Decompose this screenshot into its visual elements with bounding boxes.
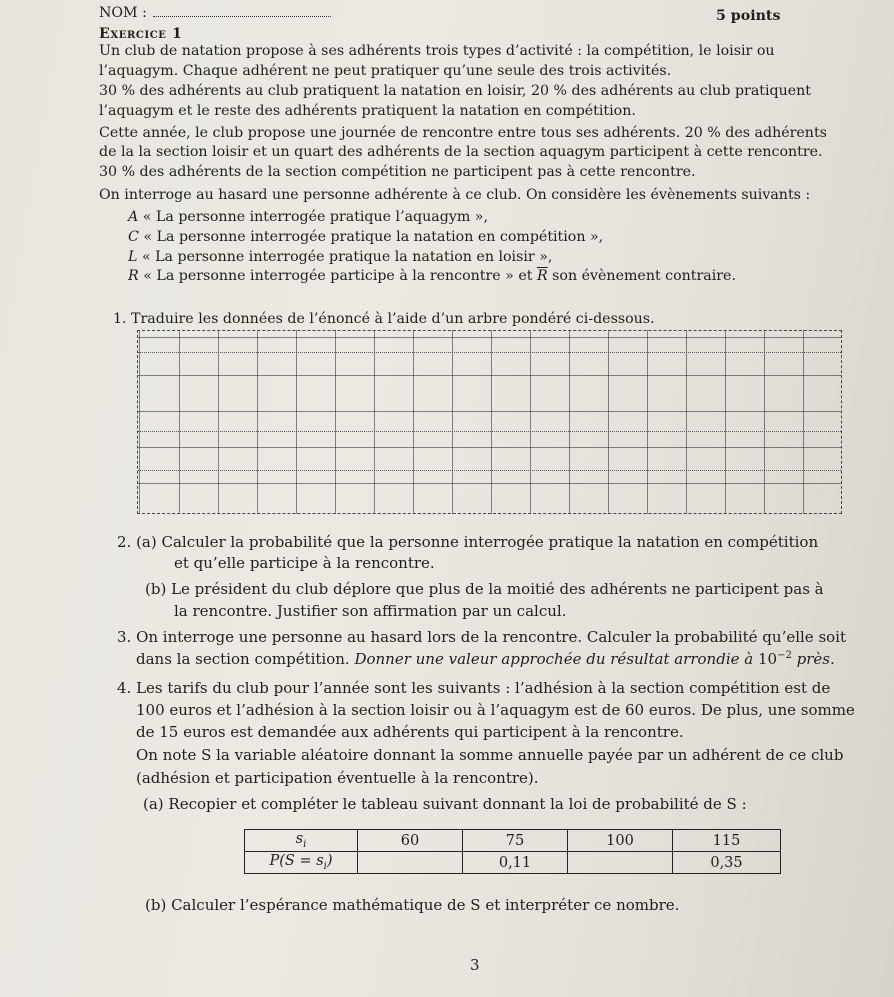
probability-cell[interactable]: 0,35 <box>673 852 781 874</box>
q3-italic-text: Donner une valeur approchée du résultat arrondie à <box>354 650 754 668</box>
page-number: 3 <box>470 956 480 974</box>
event-complement: $\overline{R}$ <box>536 268 548 284</box>
intro-line: Un club de natation propose à ses adhérents trois types d’activité : la compétition, le loisir ou <box>99 43 775 59</box>
q3-italic-text: près. <box>796 650 835 668</box>
probability-cell[interactable] <box>568 852 673 874</box>
probability-law-table <box>244 829 781 874</box>
question-2b: (b) Le président du club déplore que plus de la moitié des adhérents ne participent pas à <box>145 580 824 598</box>
grid-dotted-line <box>138 470 841 471</box>
name-field <box>99 6 331 20</box>
grid-dotted-line <box>138 352 841 353</box>
q3-text: dans la section compétition. <box>136 650 355 668</box>
value-cell: 60 <box>358 830 463 852</box>
value-cell: 100 <box>568 830 673 852</box>
question-4: 4. Les tarifs du club pour l’année sont les suivants : l’adhésion à la section compétition est de <box>117 679 831 697</box>
event-text: « La personne interrogée participe à la rencontre » et <box>143 268 533 284</box>
event-text: son évènement contraire. <box>552 268 736 284</box>
intro-line: Cette année, le club propose une journée de rencontre entre tous ses adhérents. 20 % des adhérents <box>99 125 827 141</box>
intro-line: 30 % des adhérents au club pratiquent la natation en loisir, 20 % des adhérents au club pratiquent <box>99 83 811 99</box>
probability-cell[interactable]: 0,11 <box>463 852 568 874</box>
question-2a-cont: et qu’elle participe à la rencontre. <box>174 554 435 572</box>
event-letter: R <box>128 268 139 284</box>
question-4-line: de 15 euros est demandée aux adhérents qui participent à la rencontre. <box>136 723 684 741</box>
tree-drawing-grid[interactable] <box>137 330 842 514</box>
intro-line: On interroge au hasard une personne adhérente à ce club. On considère les évènements suivants : <box>99 187 811 203</box>
prob-subscript: i <box>323 860 327 872</box>
event-text: « La personne interrogée pratique l’aquagym », <box>142 209 488 225</box>
name-blank-line <box>153 16 331 17</box>
question-2b-cont: la rencontre. Justifier son affirmation par un calcul. <box>174 602 567 620</box>
event-l <box>128 250 552 264</box>
si-subscript: i <box>303 838 307 850</box>
question-3-cont <box>136 651 835 667</box>
value-cell: 75 <box>463 830 568 852</box>
question-4a: (a) Recopier et compléter le tableau suivant donnant la loi de probabilité de S : <box>143 795 747 813</box>
row-header-si <box>245 830 358 852</box>
value-cell: 115 <box>673 830 781 852</box>
prob-label-end: ) <box>326 853 333 870</box>
intro-line: l’aquagym et le reste des adhérents pratiquent la natation en compétition. <box>99 103 636 119</box>
question-4-line: 100 euros et l’adhésion à la section loisir ou à l’aquagym est de 60 euros. De plus, une somme <box>136 701 855 719</box>
question-4-line: On note S la variable aléatoire donnant la somme annuelle payée par un adhérent de ce club <box>136 746 844 764</box>
event-text: « La personne interrogée pratique la natation en compétition », <box>143 229 604 245</box>
table-row-values <box>245 830 781 852</box>
event-letter: L <box>128 249 138 265</box>
exercise-title: Exercice 1 <box>99 26 183 42</box>
power-base: 10 <box>757 650 778 668</box>
power-exponent: −2 <box>777 650 792 661</box>
probability-cell[interactable] <box>358 852 463 874</box>
prob-label: P(S = s <box>269 853 324 870</box>
question-4b: (b) Calculer l’espérance mathématique de S et interpréter ce nombre. <box>145 896 680 914</box>
event-text: « La personne interrogée pratique la natation en loisir », <box>141 249 553 265</box>
event-letter: A <box>128 209 139 225</box>
question-1: 1. Traduire les données de l’énoncé à l’aide d’un arbre pondéré ci-dessous. <box>113 311 655 327</box>
name-label: NOM : <box>99 5 147 21</box>
event-c <box>128 230 603 244</box>
intro-line: l’aquagym. Chaque adhérent ne peut pratiquer qu’une seule des trois activités. <box>99 63 672 79</box>
question-4-line: (adhésion et participation éventuelle à la rencontre). <box>136 769 539 787</box>
event-r <box>128 269 736 283</box>
event-letter: C <box>128 229 139 245</box>
intro-line: de la la section loisir et un quart des adhérents de la section aquagym participent à cette rencontre. <box>99 144 823 160</box>
intro-line: 30 % des adhérents de la section compétition ne participent pas à cette rencontre. <box>99 164 696 180</box>
table-row-probabilities <box>245 852 781 874</box>
row-header-probability <box>245 852 358 874</box>
grid-dotted-line <box>138 431 841 432</box>
question-2a: 2. (a) Calculer la probabilité que la personne interrogée pratique la natation en compétition <box>117 533 819 551</box>
si-label: s <box>295 831 304 848</box>
event-a <box>128 210 488 224</box>
question-3: 3. On interroge une personne au hasard lors de la rencontre. Calculer la probabilité qu’elle soit <box>117 628 847 646</box>
points-label: 5 points <box>716 8 781 24</box>
